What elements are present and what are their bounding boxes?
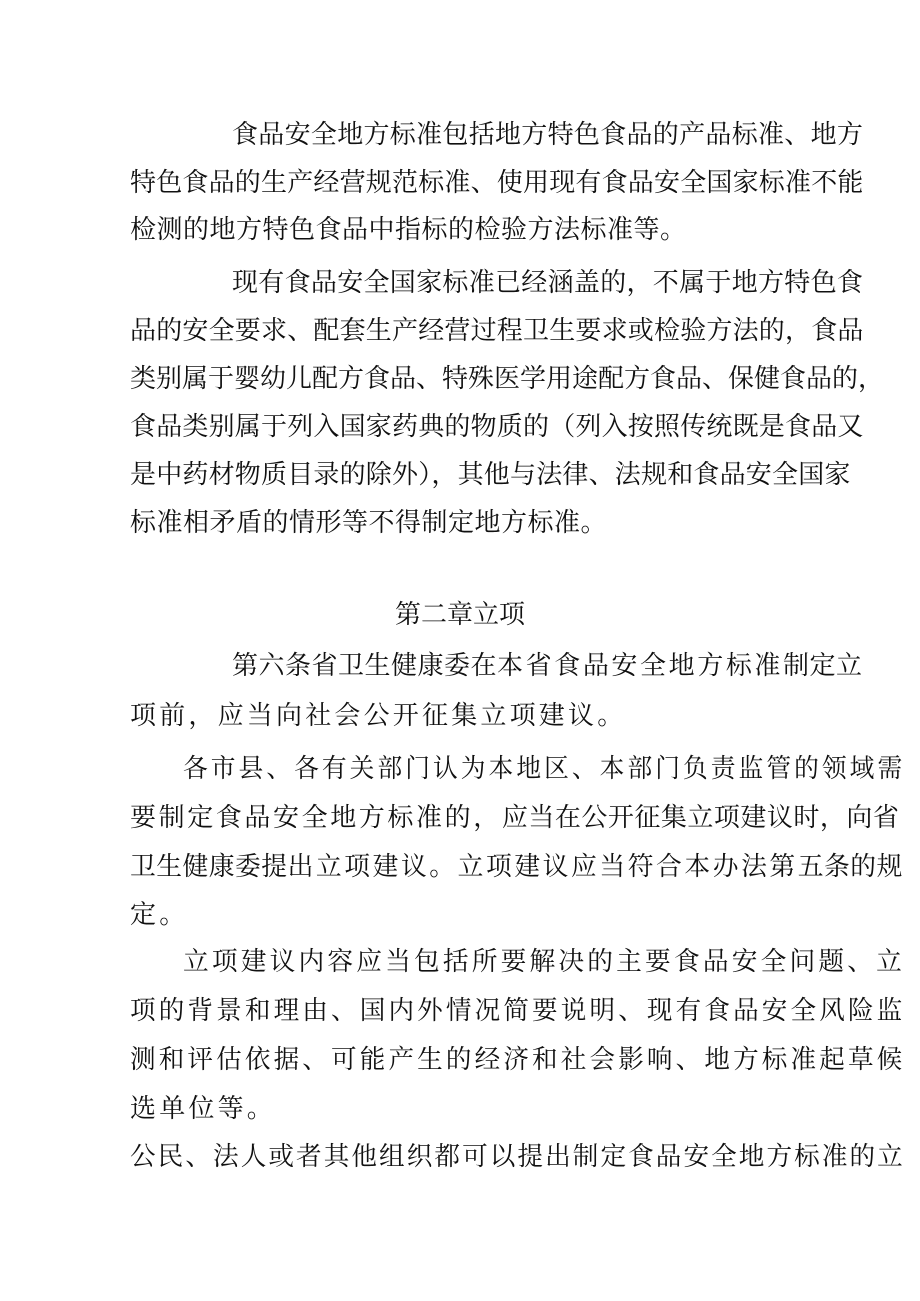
paragraph-line: 类别属于婴幼儿配方食品、特殊医学用途配方食品、保健食品的，	[130, 364, 885, 394]
paragraph-text: 五条的	[797, 852, 877, 882]
paragraph-text: 出立项建议。立项建议应当符合本办法第	[287, 852, 798, 882]
paragraph-line: 是中药材物质目录的除外），其他与法律、法规和食品安全国家	[130, 460, 851, 490]
paragraph-line: 检测的地方特色食品中指标的检验方法标准等。	[130, 215, 687, 245]
paragraph-line: 食品类别属于列入国家药典的物质的（列入按照传统既是食品又	[130, 412, 864, 442]
chapter-title: 第二章立项	[394, 600, 525, 630]
paragraph-line: 选单位等。	[130, 1094, 277, 1124]
article-heading-text: 第六条省卫生健康委在	[232, 651, 498, 681]
paragraph-text: 规	[876, 852, 905, 882]
paragraph-line: 立项建议内容应当包括所要解决的主要食品安全问题、立	[183, 947, 905, 977]
paragraph-line: 现有食品安全国家标准已经涵盖的，不属于地方特色食	[232, 268, 864, 298]
paragraph-line: 定。	[130, 900, 189, 930]
article-heading-text: 制定立	[783, 651, 863, 681]
paragraph-line: 项的背景和理由、国内外情况简要说明、现有食品安全风险监	[130, 996, 906, 1026]
paragraph-line: 特色食品的生产经营规范标准、使用现有食品安全国家标准不能	[130, 168, 864, 198]
article-body-text: 本省食品安全地方标准	[497, 651, 784, 681]
paragraph-text: 应当在公开征集立项建议时，向省	[501, 803, 900, 833]
paragraph-line: 测和评估依据、可能产生的经济和社会影响、地方标准起草候	[130, 1045, 906, 1075]
article-line	[232, 649, 863, 683]
paragraph-line: 公民、法人或者其他组织都可以提出制定食品安全地方标准的立	[130, 1142, 905, 1172]
paragraph-line: 项前，应当向社会公开征集立项建议。	[130, 701, 627, 731]
paragraph-line: 标准相矛盾的情形等不得制定地方标准。	[130, 508, 608, 538]
paragraph-text: 卫生健康委提	[130, 852, 288, 882]
paragraph-line	[130, 850, 905, 884]
paragraph-line: 各市县、各有关部门认为本地区、本部门负责监管的领域需	[183, 754, 906, 784]
paragraph-line: 食品安全地方标准包括地方特色食品的产品标准、地方	[232, 120, 864, 150]
paragraph-line	[130, 801, 899, 835]
paragraph-text: 要制定食品安全地方标准的，	[130, 803, 502, 833]
paragraph-line: 品的安全要求、配套生产经营过程卫生要求或检验方法的，食品	[130, 316, 864, 346]
